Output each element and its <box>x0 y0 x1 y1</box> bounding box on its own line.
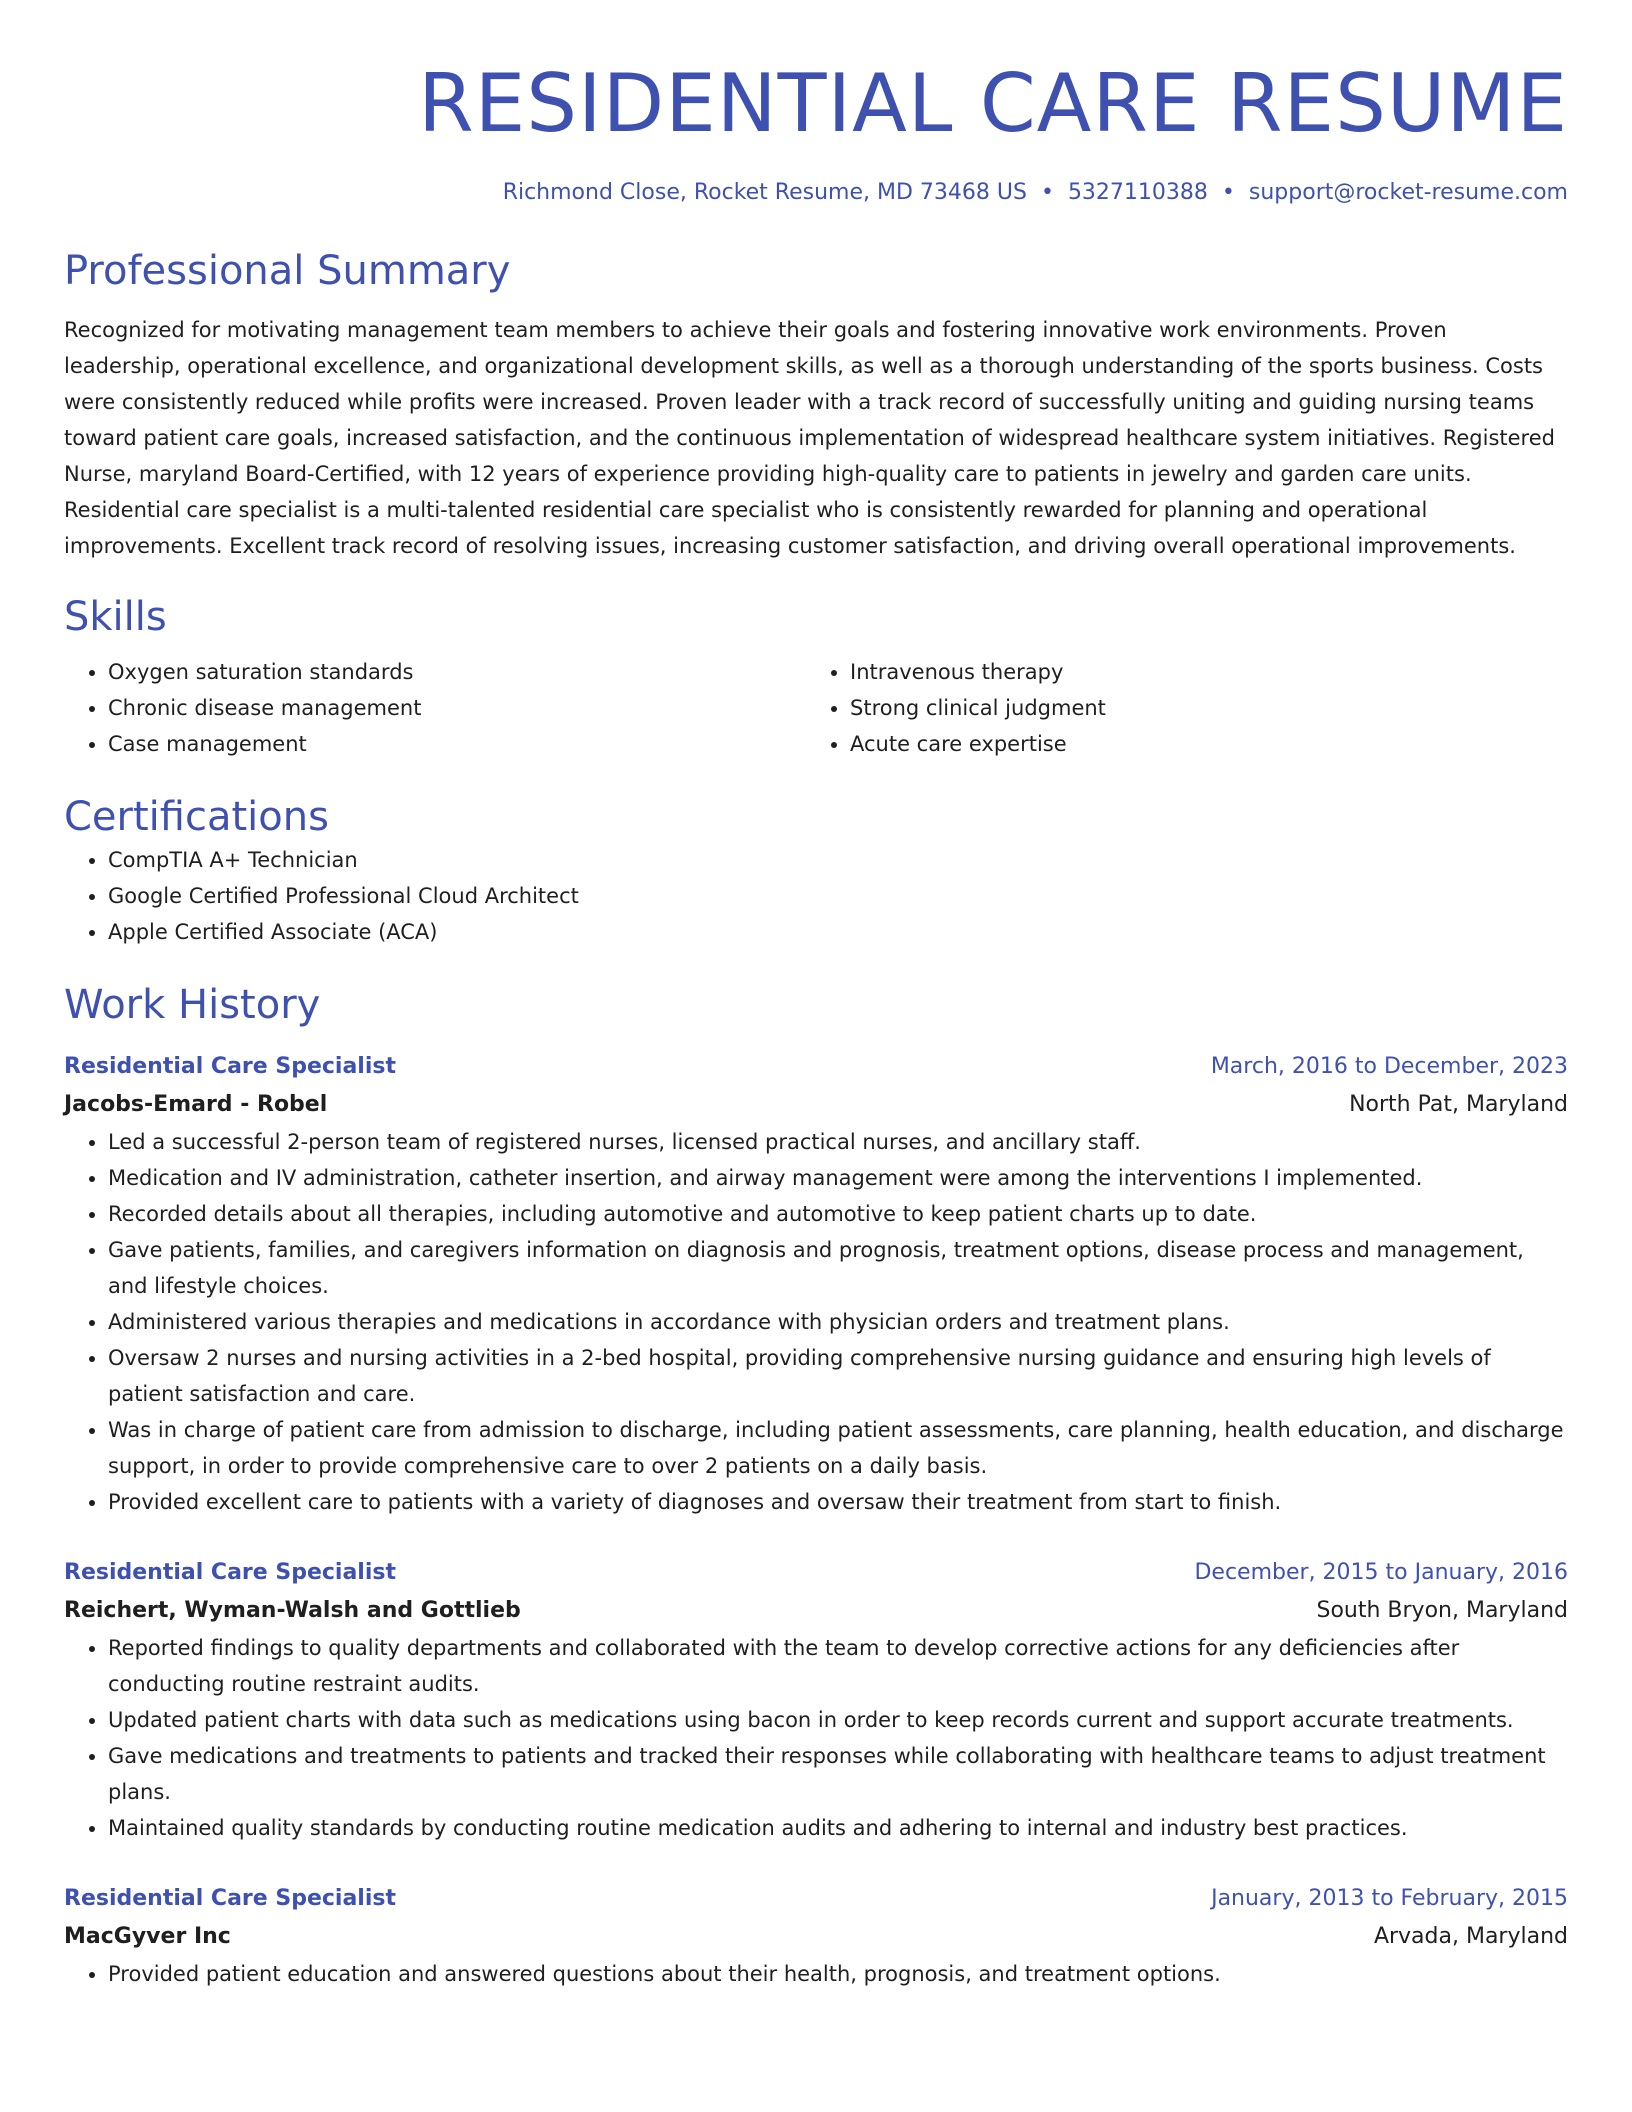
skill-item: • Case management <box>108 726 806 762</box>
job-header-row <box>64 1880 1568 1918</box>
job-location: Arvada, Maryland <box>1373 1924 1568 1949</box>
job-bullet-list <box>64 1124 1568 1520</box>
skill-item: • Chronic disease management <box>108 690 806 726</box>
resume-page <box>64 0 1568 1992</box>
job-location: South Bryon, Maryland <box>1316 1598 1568 1623</box>
skill-item: • Strong clinical judgment <box>850 690 1548 726</box>
skill-item: • Acute care expertise <box>850 726 1548 762</box>
job-bullet: • Was in charge of patient care from admission to discharge, including patient assessments, care planning, health education, and discharge support, in order to provide comprehensive care to over 2 patients on a daily basis. <box>108 1412 1568 1484</box>
summary-heading: Professional Summary <box>64 248 511 294</box>
certification-item: • CompTIA A+ Technician <box>108 842 1568 878</box>
job-bullet: • Provided excellent care to patients with a variety of diagnoses and oversaw their treatment from start to finish. <box>108 1484 1568 1520</box>
job-bullet: • Medication and IV administration, catheter insertion, and airway management were among the interventions I implemented. <box>108 1160 1568 1196</box>
job-company: Reichert, Wyman-Walsh and Gottlieb <box>64 1598 521 1623</box>
skills-grid <box>64 654 1568 762</box>
job-role: Residential Care Specialist <box>64 1886 396 1911</box>
job-bullet-list <box>64 1956 1568 1992</box>
contact-address: Richmond Close, Rocket Resume, MD 73468 US <box>502 180 1027 205</box>
job-bullet: • Administered various therapies and medications in accordance with physician orders and treatment plans. <box>108 1304 1568 1340</box>
skills-column-left <box>64 654 806 762</box>
contact-separator: • <box>1221 180 1235 205</box>
job-bullet: • Recorded details about all therapies, including automotive and automotive to keep patient charts up to date. <box>108 1196 1568 1232</box>
job-bullet: • Provided patient education and answered questions about their health, prognosis, and treatment options. <box>108 1956 1568 1992</box>
skills-column-right <box>806 654 1548 762</box>
job-header-row <box>64 1554 1568 1592</box>
resume-title: RESIDENTIAL CARE RESUME <box>418 57 1568 150</box>
summary-text: Recognized for motivating management team members to achieve their goals and fostering innovative work environments. Proven leadership, operational excellence, and organizational development skills, as well as a thorough understanding of the sports business. Costs were consistently reduced while profits were increased. Proven leader with a track record of successfully uniting and guiding nursing teams toward patient care goals, increased satisfaction, and the continuous implementation of widespread healthcare system initiatives. Registered Nurse, maryland Board-Certified, with 12 years of experience providing high-quality care to patients in jewelry and garden care units. Residential care specialist is a multi-talented residential care specialist who is consistently rewarded for planning and operational improvements. Excellent track record of resolving issues, increasing customer satisfaction, and driving overall operational improvements. <box>64 318 1555 558</box>
job-bullet: • Gave patients, families, and caregivers information on diagnosis and prognosis, treatment options, disease process and management, and lifestyle choices. <box>108 1232 1568 1304</box>
job-bullet: • Reported findings to quality departments and collaborated with the team to develop corrective actions for any deficiencies after conducting routine restraint audits. <box>108 1630 1568 1702</box>
job-dates: January, 2013 to February, 2015 <box>1211 1886 1568 1911</box>
job-bullet-list <box>64 1630 1568 1846</box>
skills-heading: Skills <box>64 594 167 640</box>
job-company-row <box>64 1918 1568 1956</box>
certification-item: • Apple Certified Associate (ACA) <box>108 914 1568 950</box>
contact-email[interactable]: support@rocket-resume.com <box>1248 180 1568 205</box>
job-dates: December, 2015 to January, 2016 <box>1194 1560 1568 1585</box>
job-role: Residential Care Specialist <box>64 1560 396 1585</box>
contact-line <box>64 178 1568 208</box>
job-dates: March, 2016 to December, 2023 <box>1210 1054 1568 1079</box>
job-header-row <box>64 1048 1568 1086</box>
job-bullet: • Updated patient charts with data such as medications using bacon in order to keep records current and support accurate treatments. <box>108 1702 1568 1738</box>
contact-separator: • <box>1040 180 1054 205</box>
job-entry <box>64 1880 1568 1992</box>
job-bullet: • Gave medications and treatments to patients and tracked their responses while collaborating with healthcare teams to adjust treatment plans. <box>108 1738 1568 1810</box>
skills-list-right <box>806 654 1548 762</box>
job-entry <box>64 1048 1568 1520</box>
job-company: Jacobs-Emard - Robel <box>64 1092 328 1117</box>
job-bullet: • Oversaw 2 nurses and nursing activities in a 2-bed hospital, providing comprehensive nursing guidance and ensuring high levels of patient satisfaction and care. <box>108 1340 1568 1412</box>
skills-list-left <box>64 654 806 762</box>
job-company-row <box>64 1592 1568 1630</box>
job-bullet: • Led a successful 2-person team of registered nurses, licensed practical nurses, and ancillary staff. <box>108 1124 1568 1160</box>
job-bullet: • Maintained quality standards by conducting routine medication audits and adhering to internal and industry best practices. <box>108 1810 1568 1846</box>
contact-phone[interactable]: 5327110388 <box>1067 180 1208 205</box>
skill-item: • Intravenous therapy <box>850 654 1548 690</box>
job-entry <box>64 1554 1568 1846</box>
job-role: Residential Care Specialist <box>64 1054 396 1079</box>
job-company: MacGyver Inc <box>64 1924 231 1949</box>
certification-item: • Google Certified Professional Cloud Architect <box>108 878 1568 914</box>
work-history-heading: Work History <box>64 982 321 1028</box>
job-location: North Pat, Maryland <box>1349 1092 1568 1117</box>
certifications-list <box>64 842 1568 950</box>
skill-item: • Oxygen saturation standards <box>108 654 806 690</box>
job-company-row <box>64 1086 1568 1124</box>
certifications-heading: Certifications <box>64 794 329 840</box>
